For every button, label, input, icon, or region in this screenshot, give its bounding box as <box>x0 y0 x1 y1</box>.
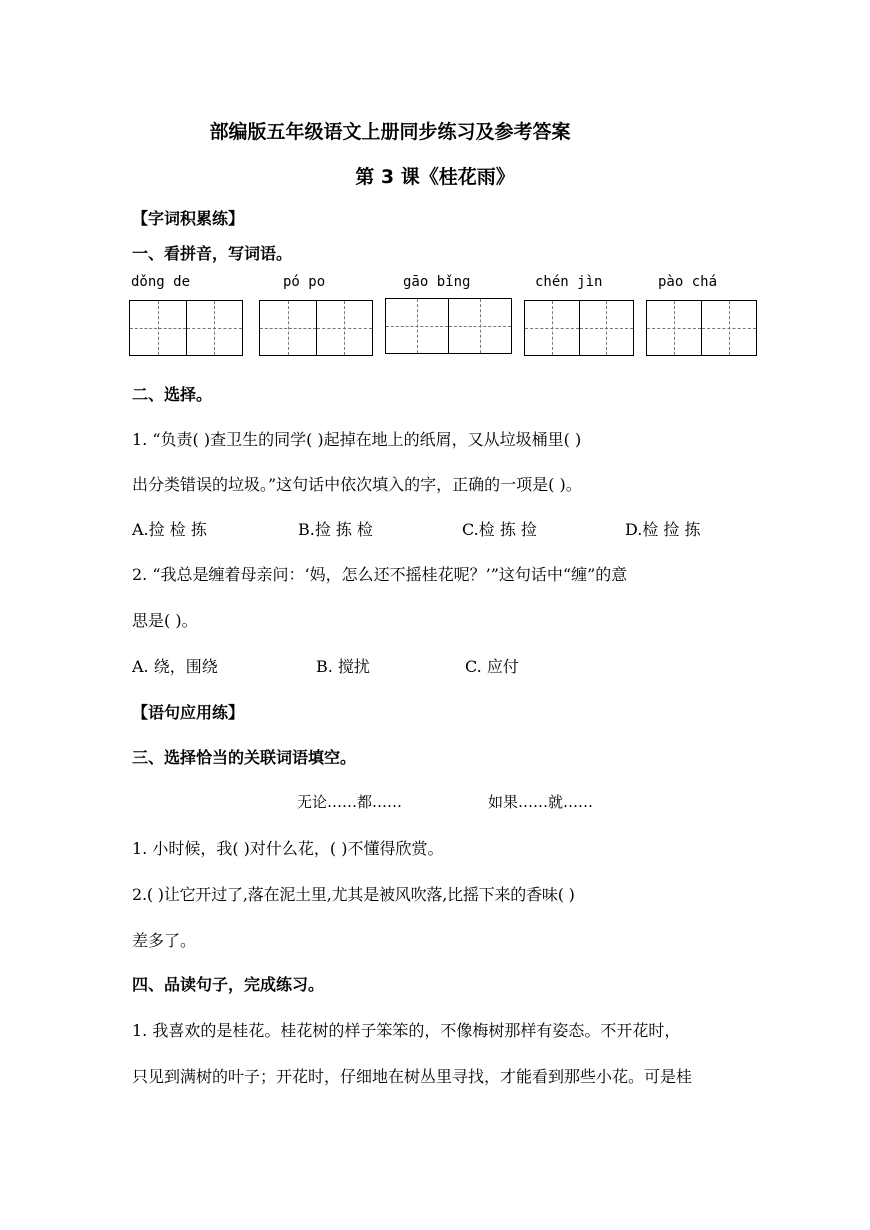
writing-cell[interactable] <box>130 301 186 355</box>
writing-grid[interactable] <box>646 300 757 356</box>
q2-item2-line2: 思是( )。 <box>132 611 198 630</box>
document-title: 部编版五年级语文上册同步练习及参考答案 <box>209 121 571 143</box>
pinyin-label: chén jìn <box>535 274 603 290</box>
q2-item2-option-a[interactable]: A. 绕，围绕 <box>132 657 218 676</box>
section-tag-sentence: 【语句应用练】 <box>132 703 245 722</box>
section-tag-vocabulary: 【字词积累练】 <box>132 209 245 228</box>
q3-item1: 1. 小时候，我( )对什么花，( )不懂得欣赏。 <box>132 839 444 858</box>
pinyin-label: gāo bǐng <box>403 274 471 290</box>
q2-item2-option-b[interactable]: B. 搅扰 <box>316 657 370 676</box>
writing-grid[interactable] <box>129 300 243 356</box>
writing-cell[interactable] <box>448 299 511 353</box>
q2-item1-option-b[interactable]: B.捡 拣 检 <box>298 520 374 539</box>
q3-item2-line2: 差多了。 <box>132 931 197 950</box>
q2-item1-line2: 出分类错误的垃圾。”这句话中依次填入的字，正确的一项是( )。 <box>132 475 582 494</box>
q1-heading: 一、看拼音，写词语。 <box>132 244 293 263</box>
lesson-title: 第 3 课《桂花雨》 <box>355 166 515 188</box>
q2-item1-option-d[interactable]: D.检 捡 拣 <box>625 520 701 539</box>
writing-cell[interactable] <box>647 301 701 355</box>
writing-grid[interactable] <box>524 300 634 356</box>
word-bank-item: 无论……都…… <box>297 793 403 811</box>
q4-heading: 四、品读句子，完成练习。 <box>132 975 325 994</box>
q2-item1-line1: 1. “负责( )查卫生的同学( )起掉在地上的纸屑，又从垃圾桶里( ) <box>132 430 582 449</box>
q2-item1-option-a[interactable]: A.捡 检 拣 <box>132 520 207 539</box>
pinyin-label: pó po <box>283 274 326 290</box>
q3-heading: 三、选择恰当的关联词语填空。 <box>132 748 357 767</box>
writing-cell[interactable] <box>579 301 634 355</box>
writing-cell[interactable] <box>525 301 579 355</box>
q4-passage-line1: 1. 我喜欢的是桂花。桂花树的样子笨笨的，不像梅树那样有姿态。不开花时， <box>132 1021 681 1040</box>
writing-grid[interactable] <box>259 300 373 356</box>
writing-cell[interactable] <box>316 301 373 355</box>
writing-cell[interactable] <box>386 299 448 353</box>
q3-item2-line1: 2.( )让它开过了,落在泥土里,尤其是被风吹落,比摇下来的香味( ) <box>132 885 575 904</box>
pinyin-label: pào chá <box>658 274 718 290</box>
pinyin-label: dǒng de <box>131 274 191 290</box>
q4-passage-line2: 只见到满树的叶子；开花时，仔细地在树丛里寻找，才能看到那些小花。可是桂 <box>132 1067 693 1086</box>
q2-item2-option-c[interactable]: C. 应付 <box>465 657 519 676</box>
writing-cell[interactable] <box>186 301 243 355</box>
q2-heading: 二、选择。 <box>132 385 213 404</box>
q2-item2-line1: 2. “我总是缠着母亲问：‘妈，怎么还不摇桂花呢？’”这句话中“缠”的意 <box>132 565 628 584</box>
writing-cell[interactable] <box>701 301 756 355</box>
word-bank-item: 如果……就…… <box>488 793 594 811</box>
writing-cell[interactable] <box>260 301 316 355</box>
writing-grid[interactable] <box>385 298 512 354</box>
q2-item1-option-c[interactable]: C.检 拣 捡 <box>462 520 537 539</box>
